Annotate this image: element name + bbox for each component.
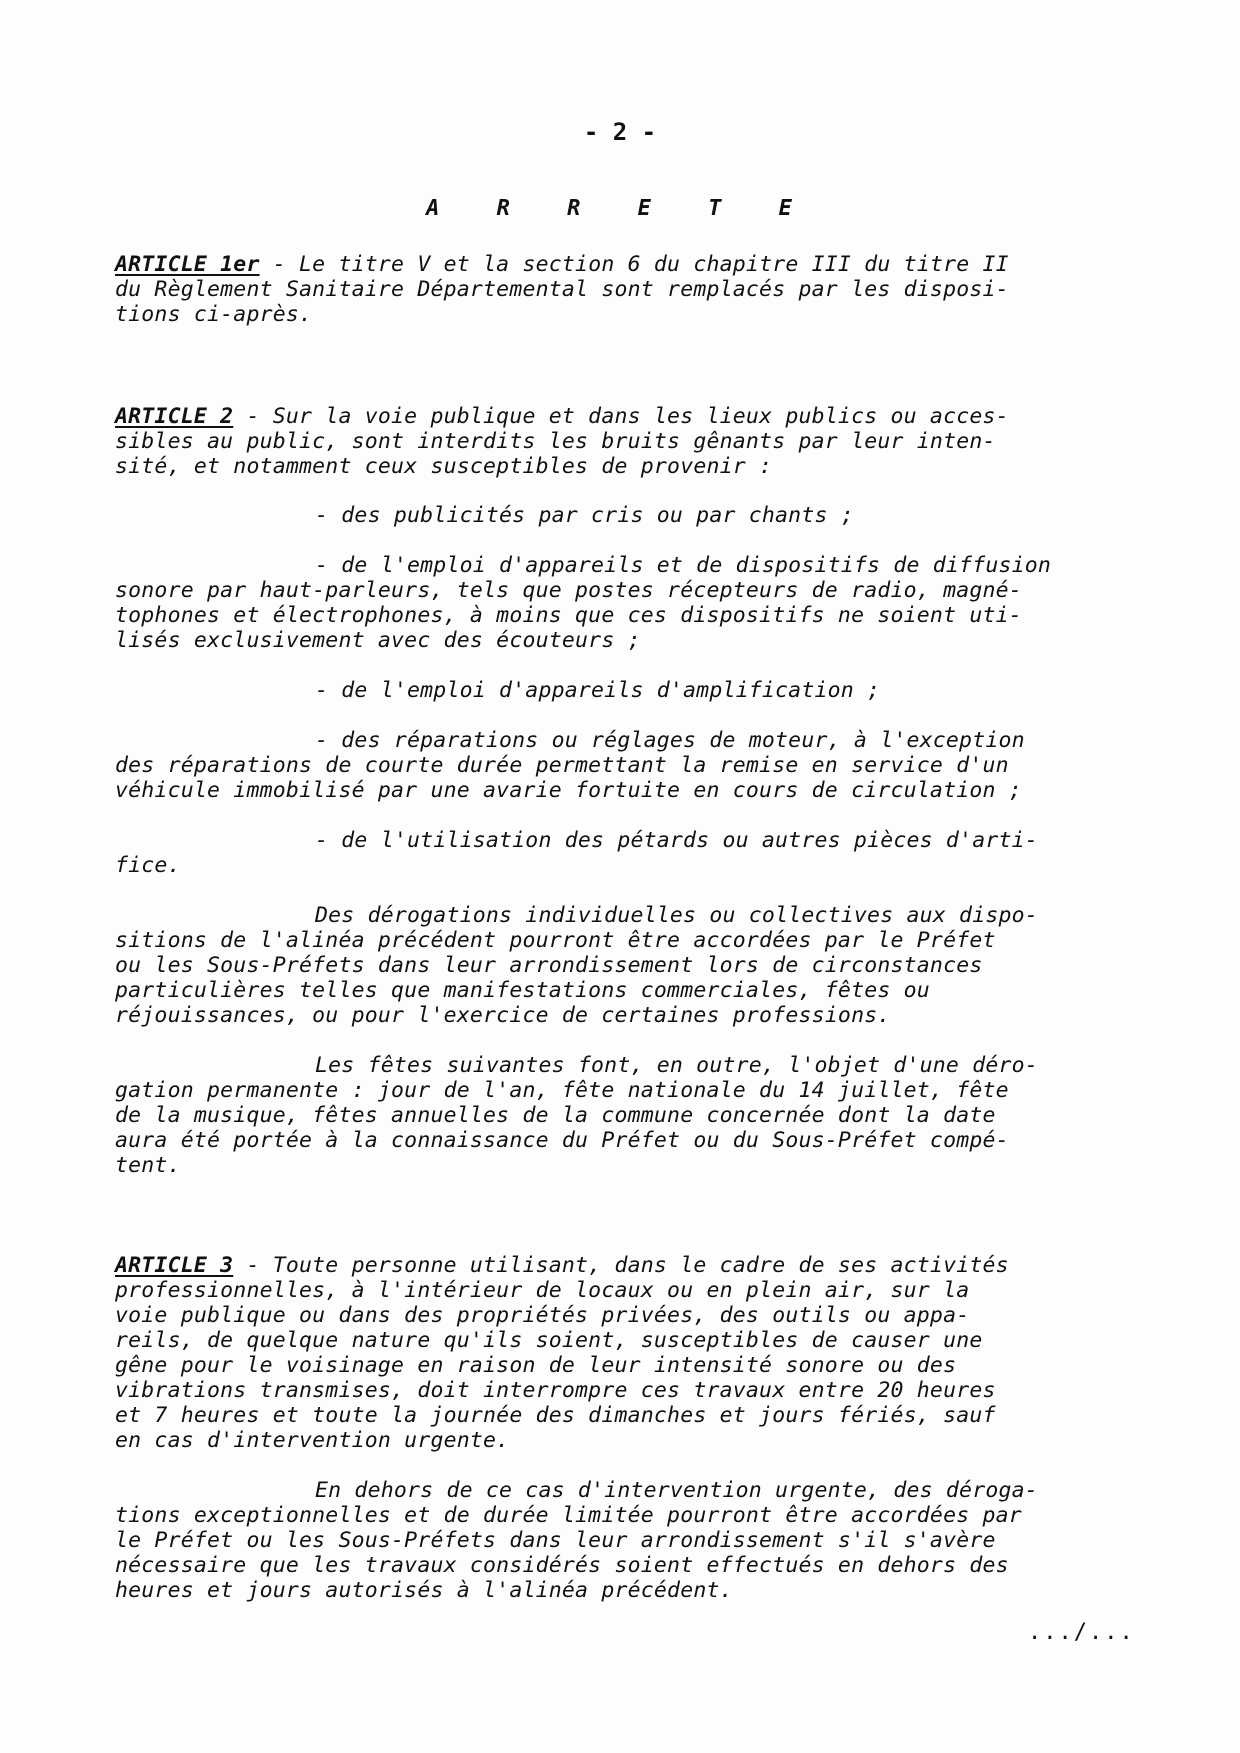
line-text: professionnelles, à l'intérieur de locaux ou en plein air, sur la [115, 1278, 970, 1303]
line-text: aura été portée à la connaissance du Préfet ou du Sous-Préfet compé- [115, 1128, 1009, 1153]
line-text: sité, et notamment ceux susceptibles de provenir : [115, 454, 773, 479]
text-line [115, 454, 772, 479]
line-text: fice. [115, 853, 181, 878]
text-line [115, 1428, 509, 1453]
text-line [115, 1353, 956, 1378]
text-line [115, 578, 1022, 603]
line-text: - des réparations ou réglages de moteur, à l'exception [315, 728, 1025, 753]
text-line [115, 1253, 1009, 1278]
text-line [315, 1053, 1038, 1078]
text-line [115, 1578, 733, 1603]
line-text: heures et jours autorisés à l'alinéa précédent. [115, 1578, 733, 1603]
line-text: lisés exclusivement avec des écouteurs ; [115, 628, 641, 653]
article-heading: ARTICLE 2 [115, 404, 234, 429]
text-line [115, 302, 312, 327]
line-text: - de l'emploi d'appareils et de dispositifs de diffusion [315, 553, 1052, 578]
text-line [315, 728, 1025, 753]
text-line [115, 1003, 891, 1028]
text-line [115, 1278, 969, 1303]
line-text: tent. [115, 1153, 181, 1178]
line-text: des réparations de courte durée permettant la remise en service d'un [115, 753, 1009, 778]
line-text: et 7 heures et toute la journée des dimanches et jours fériés, sauf [115, 1403, 996, 1428]
line-text: vibrations transmises, doit interrompre ces travaux entre 20 heures [115, 1378, 996, 1403]
text-line [315, 553, 1051, 578]
line-text: particulières telles que manifestations commerciales, fêtes ou [115, 978, 930, 1003]
line-text: Des dérogations individuelles ou collectives aux dispo- [315, 903, 1038, 928]
line-text: voie publique ou dans des propriétés privées, des outils ou appa- [115, 1303, 970, 1328]
text-line [115, 953, 983, 978]
line-text: tions exceptionnelles et de durée limitée pourront être accordées par [115, 1503, 1022, 1528]
line-text: de la musique, fêtes annuelles de la commune concernée dont la date [115, 1103, 996, 1128]
text-line [115, 778, 1022, 803]
line-text: gêne pour le voisinage en raison de leur intensité sonore ou des [115, 1353, 957, 1378]
line-text: sitions de l'alinéa précédent pourront être accordées par le Préfet [115, 928, 996, 953]
text-line [315, 903, 1038, 928]
text-line [315, 828, 1038, 853]
line-text: réjouissances, ou pour l'exercice de certaines professions. [115, 1003, 891, 1028]
line-text: tions ci-après. [115, 302, 313, 327]
text-line [315, 678, 880, 703]
text-line [115, 1303, 969, 1328]
line-text: - Le titre V et la section 6 du chapitre III du titre II [259, 252, 1009, 277]
text-line [115, 1328, 983, 1353]
text-line [115, 1378, 996, 1403]
text-line [115, 978, 930, 1003]
text-line [315, 503, 854, 528]
text-line [115, 1078, 1009, 1103]
line-text: en cas d'intervention urgente. [115, 1428, 510, 1453]
line-text: nécessaire que les travaux considérés soient effectués en dehors des [115, 1553, 1009, 1578]
line-text: le Préfet ou les Sous-Préfets dans leur arrondissement s'il s'avère [115, 1528, 996, 1553]
text-line [115, 404, 1009, 429]
text-line [115, 1103, 996, 1128]
article-heading: ARTICLE 3 [115, 1253, 234, 1278]
text-line [115, 628, 641, 653]
line-text: tophones et électrophones, à moins que ces dispositifs ne soient uti- [115, 603, 1022, 628]
text-line [115, 1553, 1009, 1578]
line-text: Les fêtes suivantes font, en outre, l'objet d'une déro- [315, 1053, 1038, 1078]
line-text: - des publicités par cris ou par chants ; [315, 503, 854, 528]
document-title: A R R E T E [426, 196, 814, 221]
line-text: ou les Sous-Préfets dans leur arrondissement lors de circonstances [115, 953, 983, 978]
line-text: sonore par haut-parleurs, tels que postes récepteurs de radio, magné- [115, 578, 1022, 603]
text-line [115, 277, 1009, 302]
text-line [115, 1128, 1009, 1153]
text-line [115, 603, 1022, 628]
line-text: - Sur la voie publique et dans les lieux publics ou acces- [233, 404, 1009, 429]
text-line [115, 753, 1009, 778]
text-line [115, 1503, 1022, 1528]
page-number: - 2 - [583, 118, 657, 146]
line-text: - de l'utilisation des pétards ou autres pièces d'arti- [315, 828, 1038, 853]
line-text: reils, de quelque nature qu'ils soient, susceptibles de causer une [115, 1328, 983, 1353]
line-text: gation permanente : jour de l'an, fête nationale du 14 juillet, fête [115, 1078, 1009, 1103]
text-line [115, 853, 181, 878]
text-line [315, 1478, 1038, 1503]
line-text: du Règlement Sanitaire Départemental sont remplacés par les disposi- [115, 277, 1009, 302]
line-text: - de l'emploi d'appareils d'amplification ; [315, 678, 881, 703]
text-line [115, 1153, 181, 1178]
article-heading: ARTICLE 1er [115, 252, 260, 277]
text-line [115, 1403, 996, 1428]
line-text: - Toute personne utilisant, dans le cadre de ses activités [233, 1253, 1009, 1278]
continuation-mark: .../... [1028, 1620, 1135, 1645]
line-text: sibles au public, sont interdits les bruits gênants par leur inten- [115, 429, 996, 454]
text-line [115, 1528, 996, 1553]
line-text: véhicule immobilisé par une avarie fortuite en cours de circulation ; [115, 778, 1022, 803]
line-text: En dehors de ce cas d'intervention urgente, des déroga- [315, 1478, 1038, 1503]
text-line [115, 252, 1009, 277]
text-line [115, 429, 996, 454]
text-line [115, 928, 996, 953]
